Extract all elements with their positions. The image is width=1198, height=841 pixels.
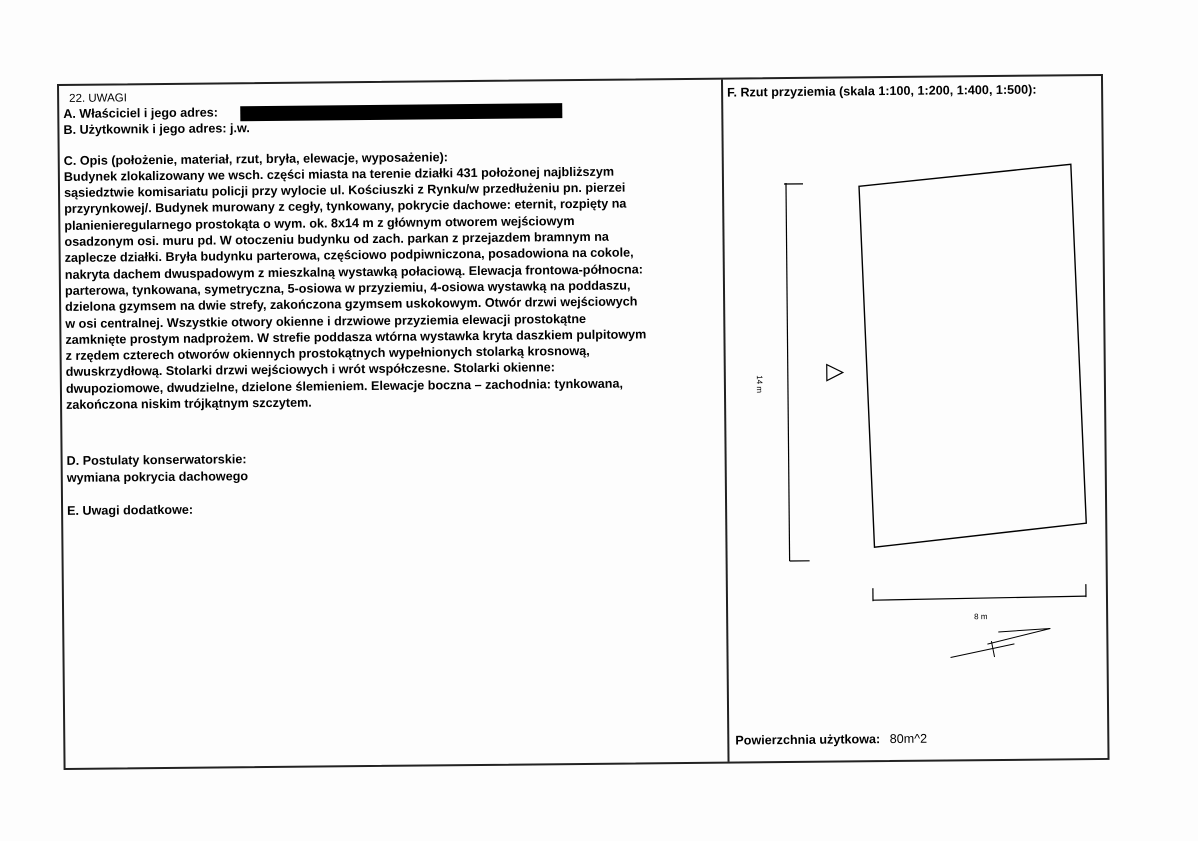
description-line: z rzędem czterech otworów okiennych prostokątnych wypełnionych stolarką krosnową, [65,344,590,364]
description-line: przyrynkowej/. Budynek murowany z cegły, tynkowany, pokrycie dachowe: eternit, rozpięty na [64,197,627,217]
owner-label: A. Właściciel i jego adres: [63,105,219,121]
description-line: planienieregularnego prostokąta o wym. ok. 8x14 m z głównym otworem wejściowym [64,213,575,233]
description-line: w osi centralnej. Wszystkie otwory okienne i drzwiowe przyziemia elewacji prostokątne [65,311,587,331]
description-line: dwupoziomowe, dwudzielne, dzielone ślemieniem. Elewacje boczna – zachodnia: tynkowana, [65,376,624,396]
vertical-dimension [784,183,810,561]
additional-remarks-heading: E. Uwagi dodatkowe: [67,502,194,518]
north-arrow-icon [950,628,1050,657]
ground-plan-title: F. Rzut przyziemia (skala 1:100, 1:200, 1:400, 1:500): [727,82,1037,100]
section-header: 22. UWAGI [69,92,127,105]
postulates-text: wymiana pokrycia dachowego [66,468,249,485]
description-line: osadzonym osi. muru pd. W otoczeniu budynku od zach. parkan z przejazdem bramnym na [64,229,609,250]
description-line: Budynek zlokalizowany we wsch. części miasta na terenie działki 431 położonej najbliższym [63,164,615,184]
remarks-section [63,86,721,519]
redaction-bar [240,103,562,121]
usable-area-label: Powierzchnia użytkowa: [735,732,881,748]
user-label: B. Użytkownik i jego adres: j.w. [63,121,250,138]
horizontal-dimension [873,584,1086,601]
description-line: sąsiedztwie komisariatu policji przy wylocie ul. Kościuszki z Rynku/w przedłużeniu pn. pierzei [63,180,626,201]
description-heading: C. Opis (położenie, materiał, rzut, bryła, elewacje, wyposażenie): [63,149,449,168]
horizontal-dimension-label: 8 m [974,612,988,622]
description-body [64,163,720,414]
card-frame [57,74,1110,770]
description-line: zaplecze działki. Bryła budynku parterowa, częściowo podpiwniczona, posadowiona na cokole, [64,245,634,266]
usable-area-row [735,732,927,748]
description-line: parterowa, tynkowana, symetryczna, 5-osiowa w przyziemiu, 4-osiowa wystawką na poddaszu, [64,278,631,298]
building-outline [859,164,1087,547]
postulates-heading: D. Postulaty konserwatorskie: [66,452,247,469]
description-line: nakryta dachem dwuspadowym z mieszkalną wystawką połaciową. Elewacja frontowa-północna: [64,262,643,282]
ground-plan-drawing [727,76,1108,760]
description-line: zamknięte prostym nadprożem. W strefie poddasza wtórna wystawka kryta daszkiem pulpitowym [65,327,647,347]
description-line: dzielona gzymsem na dwie strefy, zakończona gzymsem uskokowym. Otwór drzwi wejściowych [65,294,638,315]
vertical-dimension-label: 14 m [754,375,764,394]
entrance-arrow-icon [827,364,843,380]
description-line: zakończona niskim trójkątnym szczytem. [66,395,312,412]
ground-plan-section [727,76,1108,762]
usable-area-value: 80m^2 [889,731,928,747]
description-line: dwuskrzydłową. Stolarki drzwi wejściowych i wrót współczesne. Stolarki okienne: [65,360,556,380]
